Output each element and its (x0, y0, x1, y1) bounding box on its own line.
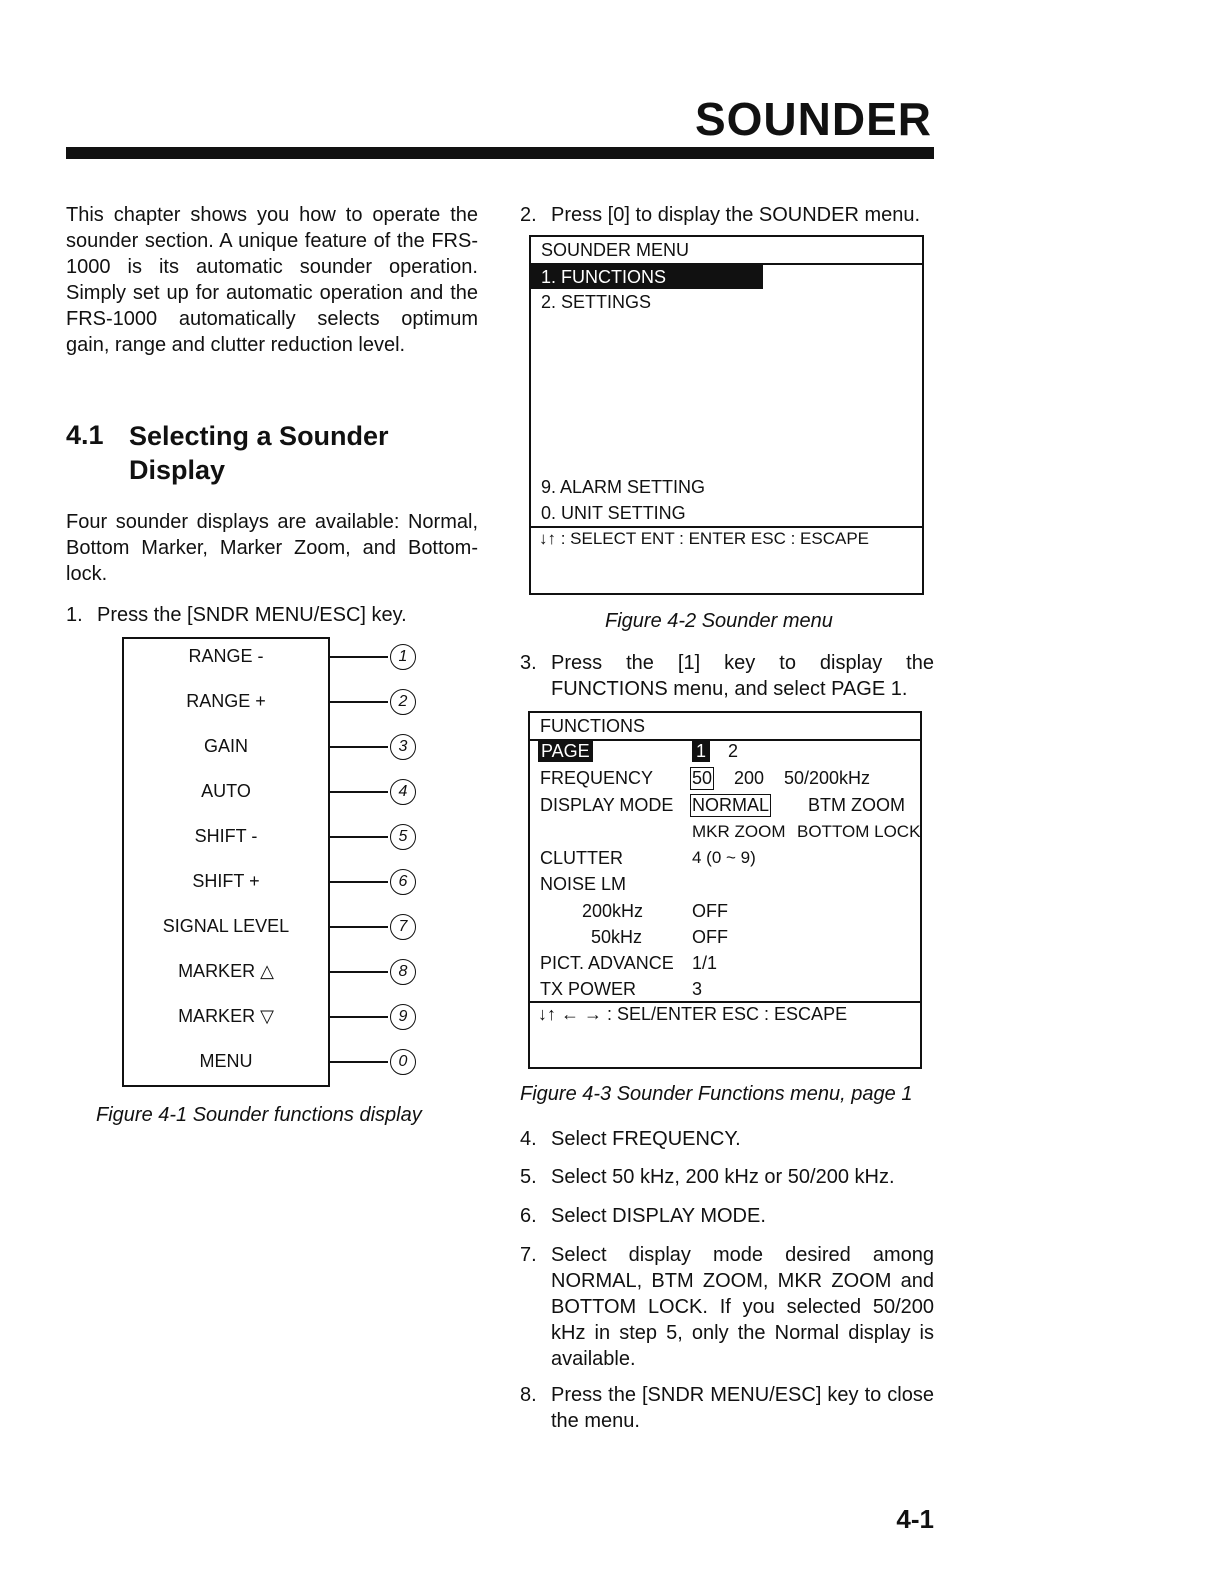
frequency-option-50[interactable]: 50 (692, 768, 713, 788)
section-intro: Four sounder displays are available: Normal, Bottom Marker, Marker Zoom, and Bottom-lock. (66, 511, 478, 585)
step-number: 6. (520, 1205, 537, 1227)
key-connector-line (330, 1061, 388, 1063)
step-text: Select display mode desired among NORMAL, BTM ZOOM, MKR ZOOM and BOTTOM LOCK. If you selected 50/200 kHz in step 5, only the Normal display is available. (551, 1244, 934, 1370)
key-number-circle[interactable]: 4 (390, 779, 416, 805)
step-number: 5. (520, 1166, 537, 1188)
menu-divider (530, 1001, 920, 1003)
step-7 (520, 1242, 934, 1372)
step-8 (520, 1382, 934, 1434)
function-key-label: RANGE + (186, 691, 266, 711)
key-number-circle[interactable]: 2 (390, 689, 416, 715)
frequency-label: FREQUENCY (540, 768, 654, 788)
function-key-label: AUTO (201, 781, 251, 801)
key-number-circle[interactable]: 7 (390, 914, 416, 940)
step-text: Select DISPLAY MODE. (551, 1205, 766, 1227)
menu-item-settings[interactable]: 2. SETTINGS (541, 292, 652, 312)
function-key-label: SIGNAL LEVEL (162, 916, 290, 936)
intro-paragraph: This chapter shows you how to operate the sounder section. A unique feature of the FRS-1000 is its automatic sounder operation. Simply set up for automatic operation and the FRS-1000 automatically selects optimum gain, range and clutter reduction level. (66, 204, 478, 356)
display-mode-option-mkr-zoom[interactable]: MKR ZOOM (692, 822, 786, 841)
key-connector-line (330, 971, 388, 973)
step-text: Press the [SNDR MENU/ESC] key. (97, 604, 407, 626)
key-number-circle[interactable]: 0 (390, 1049, 416, 1075)
key-connector-line (330, 836, 388, 838)
function-key-label: RANGE - (188, 646, 264, 666)
step-text: Select 50 kHz, 200 kHz or 50/200 kHz. (551, 1166, 895, 1188)
noise-200khz-value[interactable]: OFF (692, 901, 728, 921)
page-label[interactable]: PAGE (538, 741, 593, 762)
key-number-circle[interactable]: 3 (390, 734, 416, 760)
frequency-option-200[interactable]: 200 (734, 768, 765, 788)
key-connector-line (330, 746, 388, 748)
noise-200khz-label: 200kHz (582, 901, 644, 921)
menu-item-functions[interactable]: 1. FUNCTIONS (531, 265, 763, 289)
key-number-circle[interactable]: 5 (390, 824, 416, 850)
step-5 (520, 1164, 934, 1190)
step-number: 2. (520, 204, 537, 226)
figure-caption: Figure 4-2 Sounder menu (605, 610, 833, 632)
step-number: 8. (520, 1384, 537, 1406)
function-key-label: GAIN (203, 736, 248, 756)
page-number: 4-1 (896, 1504, 934, 1534)
step-2 (520, 202, 934, 228)
tx-power-label: TX POWER (540, 979, 637, 999)
noise-limiter-label: NOISE LM (540, 874, 627, 894)
key-number-circle[interactable]: 8 (390, 959, 416, 985)
key-number-circle[interactable]: 6 (390, 869, 416, 895)
figure-caption: Figure 4-1 Sounder functions display (96, 1104, 422, 1126)
step-1 (66, 602, 478, 628)
key-connector-line (330, 791, 388, 793)
display-mode-label: DISPLAY MODE (540, 795, 674, 815)
functions-footer-hint: ↓↑ ← → : SEL/ENTER ESC : ESCAPE (538, 1004, 848, 1024)
step-number: 1. (66, 604, 83, 626)
display-mode-option-normal[interactable]: NORMAL (692, 795, 770, 815)
step-text: Press the [SNDR MENU/ESC] key to close the menu. (551, 1384, 934, 1432)
page-option-2[interactable]: 2 (728, 741, 739, 761)
menu-footer-hint: ↓↑ : SELECT ENT : ENTER ESC : ESCAPE (539, 529, 870, 548)
function-key-label: MARKER △ (178, 961, 274, 981)
menu-item-alarm-setting[interactable]: 9. ALARM SETTING (541, 477, 706, 497)
section-title-line1: Selecting a Sounder (129, 421, 389, 451)
menu-divider (531, 526, 922, 528)
step-text: Press [0] to display the SOUNDER menu. (551, 204, 921, 226)
step-number: 3. (520, 652, 537, 674)
step-3 (520, 650, 934, 702)
chapter-title: SOUNDER (694, 93, 932, 145)
functions-title: FUNCTIONS (540, 716, 645, 736)
function-key-label: MENU (199, 1051, 253, 1071)
function-key-label: SHIFT - (194, 826, 258, 846)
figure-caption: Figure 4-3 Sounder Functions menu, page 1 (520, 1083, 913, 1105)
menu-title: SOUNDER MENU (541, 240, 690, 260)
key-connector-line (330, 701, 388, 703)
frequency-option-50-200[interactable]: 50/200kHz (784, 768, 871, 788)
noise-50khz-label: 50kHz (591, 927, 643, 947)
key-number-circle[interactable]: 9 (390, 1004, 416, 1030)
step-number: 4. (520, 1128, 537, 1150)
step-6 (520, 1203, 934, 1229)
pict-advance-label: PICT. ADVANCE (540, 953, 674, 973)
functions-menu-screen (528, 711, 922, 1069)
sounder-menu-screen (529, 235, 924, 595)
key-connector-line (330, 881, 388, 883)
header-rule (66, 147, 934, 159)
step-text: Select FREQUENCY. (551, 1128, 741, 1150)
clutter-value[interactable]: 4 (0 ~ 9) (692, 848, 756, 867)
function-key-label: MARKER ▽ (178, 1006, 274, 1026)
clutter-label: CLUTTER (540, 848, 624, 868)
tx-power-value[interactable]: 3 (692, 979, 703, 999)
display-mode-option-btm-zoom[interactable]: BTM ZOOM (808, 795, 905, 815)
menu-item-unit-setting[interactable]: 0. UNIT SETTING (541, 503, 686, 523)
section-title-line2: Display (129, 455, 226, 485)
section-number: 4.1 (66, 420, 104, 450)
key-number-circle[interactable]: 1 (390, 644, 416, 670)
step-4 (520, 1126, 934, 1152)
key-connector-line (330, 1016, 388, 1018)
key-connector-line (330, 656, 388, 658)
noise-50khz-value[interactable]: OFF (692, 927, 728, 947)
step-text: Press the [1] key to display the FUNCTIONS menu, and select PAGE 1. (551, 652, 934, 700)
step-number: 7. (520, 1244, 537, 1266)
pict-advance-value[interactable]: 1/1 (692, 953, 718, 973)
key-connector-line (330, 926, 388, 928)
function-key-label: SHIFT + (192, 871, 260, 891)
page-option-1[interactable]: 1 (692, 741, 710, 762)
display-mode-option-bottom-lock[interactable]: BOTTOM LOCK (797, 822, 921, 841)
